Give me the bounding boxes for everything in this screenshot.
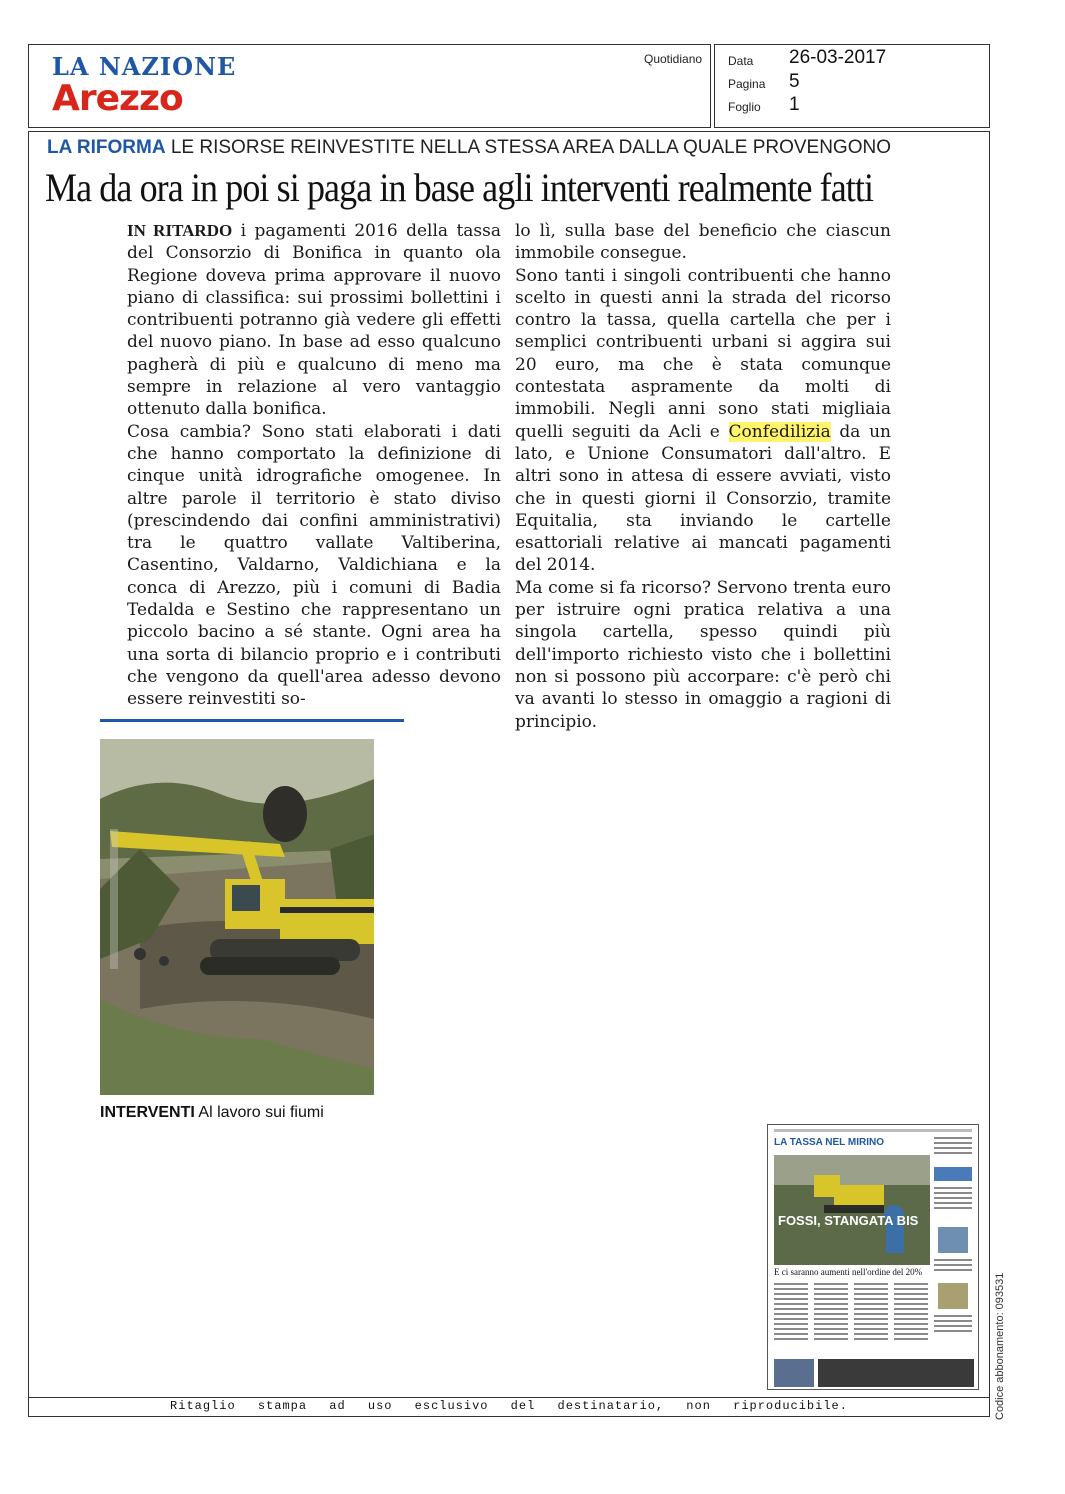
photo-caption — [100, 1104, 324, 1122]
article-column-2 — [515, 220, 891, 733]
thumb-photo — [774, 1155, 930, 1265]
paragraph-text: da un lato, e Unione Consumatori dall'altro. E altri sono in attesa di essere avviati, visto che in questi giorni il Consorzio, tramite Equitalia, sta inviando le cartelle esattoriali relative ai mancati pagamenti del 2014. — [515, 421, 891, 576]
lead-in: IN RITARDO — [127, 221, 233, 240]
caption-tag: INTERVENTI — [100, 1104, 195, 1121]
footer-divider — [28, 1397, 990, 1398]
article-column-1 — [127, 220, 501, 711]
newspaper-logo: LA NAZIONE — [52, 52, 237, 81]
thumb-sidebar — [934, 1137, 974, 1355]
paragraph: Cosa cambia? Sono stati elaborati i dati che hanno comportato la definizione di cinque unità idrografiche omogenee. In altre parole il territorio è stato diviso (prescindendo dai confini amministrativi) tra le quattro vallate Valtiberina, Casentino, Valdarno, Valdichiana e la conca di Arezzo, più i comuni di Badia Tedalda e Sestino che rappresentano un piccolo bacino a sé stante. Ogni area ha una sorta di bilancio proprio e i contributi che vengono da quell'area adesso devono essere reinvestiti so- — [127, 421, 501, 710]
paragraph — [127, 220, 501, 421]
paragraph-text: i pagamenti 2016 della tassa del Consorzio di Bonifica in quanto ola Regione doveva prima approvare il nuovo piano di classifica: sui prossimi bollettini i contribuenti potranno già vedere gli effetti del nuovo piano. In base ad esso qualcuno pagherà di più e qualcuno di meno ma sempre in relazione al vero vantaggio ottenuto dalla bonifica. — [127, 221, 502, 420]
thumb-photo-image — [774, 1155, 930, 1265]
thumb-subheadline: E ci saranno aumenti nell'ordine del 20% — [774, 1267, 923, 1277]
sheet-value: 1 — [789, 94, 800, 115]
footer-notice: Ritaglio stampa ad uso esclusivo del destinatario, non riproducibile. — [170, 1399, 848, 1413]
kicker-tag: LA RIFORMA — [47, 137, 166, 158]
subscription-code: Codice abbonamento: 093531 — [994, 1272, 1006, 1420]
thumb-text-columns — [774, 1283, 930, 1355]
blue-divider — [100, 719, 404, 722]
date-value: 26-03-2017 — [789, 47, 887, 68]
paragraph — [515, 265, 891, 577]
paragraph: Ma come si fa ricorso? Servono trenta euro per istruire ogni pratica relativa a una singola cartella, spesso quindi più dell'importo richiesto visto che i bollettini non si possono più accorpare: c'è però chi va avanti lo stesso in omaggio a ragioni di principio. — [515, 577, 891, 732]
thumb-headline: FOSSI, STANGATA BIS — [778, 1213, 919, 1228]
paragraph-text: Sono tanti i singoli contribuenti che hanno scelto in questi anni la strada del ricorso contro la tassa, quella cartella che per i semplici contribuenti urbani si aggira sui 20 euro, ma che è stata comunque contestata aspramente da molti di immobili. Negli anni sono stati migliaia quelli seguiti da Acli e — [515, 265, 891, 442]
excavator-photo — [100, 739, 374, 1095]
excavator-photo-image — [100, 739, 374, 1095]
date-label: Data — [728, 54, 754, 68]
paragraph: lo lì, sulla base del beneficio che ciascun immobile consegue. — [515, 221, 891, 264]
thumb-header-rule — [774, 1129, 972, 1132]
thumb-section-title: LA TASSA NEL MIRINO — [774, 1137, 884, 1148]
page-label: Pagina — [728, 77, 766, 91]
sheet-label: Foglio — [728, 100, 761, 114]
frequency-label: Quotidiano — [644, 52, 703, 66]
headline: Ma da ora in poi si paga in base agli interventi realmente fatti — [45, 165, 874, 210]
edition-name: Arezzo — [52, 78, 183, 119]
thumb-bottom-strip — [774, 1359, 974, 1387]
caption-text: Al lavoro sui fiumi — [198, 1104, 324, 1121]
page-value: 5 — [789, 71, 800, 92]
kicker — [47, 137, 891, 159]
kicker-text: LE RISORSE REINVESTITE NELLA STESSA AREA DALLA QUALE PROVENGONO — [170, 137, 891, 158]
highlighted-term: Confedilizia — [728, 421, 831, 442]
page-thumbnail — [767, 1124, 979, 1390]
